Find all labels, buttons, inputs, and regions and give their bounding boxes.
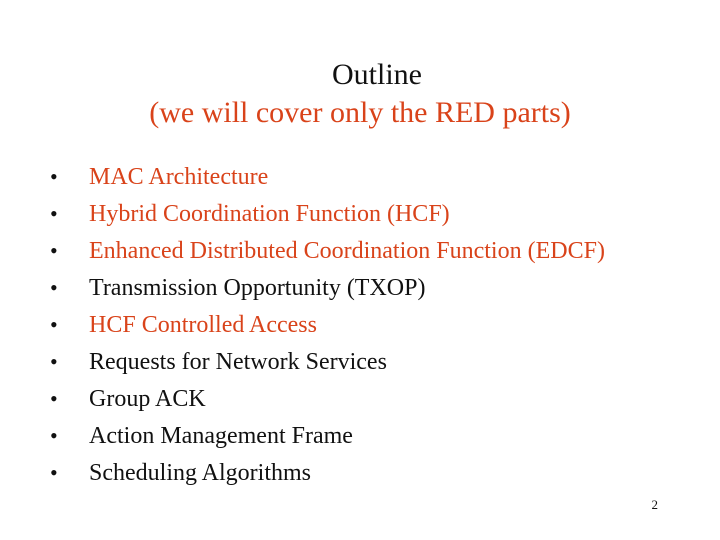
page-number: 2: [651, 497, 658, 512]
bullet-icon: •: [50, 164, 58, 189]
bullet-text: Enhanced Distributed Coordination Function (EDCF): [89, 238, 605, 264]
bullet-icon: •: [50, 312, 58, 337]
title-heading: Outline: [332, 58, 422, 91]
bullet-text: MAC Architecture: [89, 164, 269, 190]
bullet-item: [50, 158, 605, 195]
bullet-item: [50, 195, 605, 232]
bullet-text: HCF Controlled Access: [89, 312, 317, 338]
bullet-text: Scheduling Algorithms: [89, 460, 311, 486]
bullet-icon: •: [50, 349, 58, 374]
bullet-icon: •: [50, 423, 58, 448]
bullet-icon: •: [50, 386, 58, 411]
bullet-item: [50, 306, 605, 343]
bullet-item: [50, 454, 605, 491]
bullet-icon: •: [50, 201, 58, 226]
bullet-item: [50, 269, 605, 306]
bullet-text: Hybrid Coordination Function (HCF): [89, 201, 450, 227]
bullet-item: [50, 417, 605, 454]
bullet-item: [50, 380, 605, 417]
bullet-text: Action Management Frame: [89, 423, 353, 449]
bullet-list: [50, 158, 605, 491]
bullet-text: Group ACK: [89, 386, 206, 412]
title-subheading: (we will cover only the RED parts): [149, 96, 571, 129]
slide-title: [0, 56, 720, 132]
bullet-text: Transmission Opportunity (TXOP): [89, 275, 426, 301]
bullet-item: [50, 343, 605, 380]
bullet-item: [50, 232, 605, 269]
bullet-icon: •: [50, 275, 58, 300]
bullet-icon: •: [50, 238, 58, 263]
bullet-icon: •: [50, 460, 58, 485]
bullet-text: Requests for Network Services: [89, 349, 387, 375]
